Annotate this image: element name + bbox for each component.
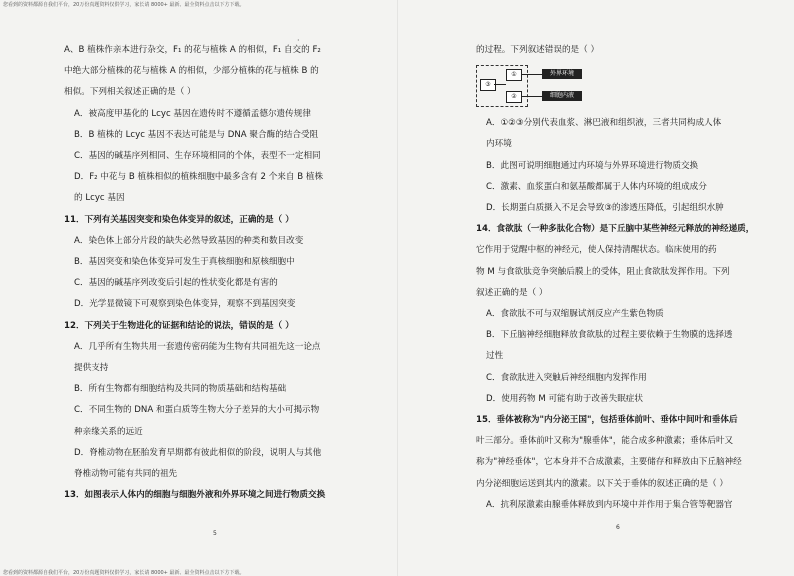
left-page-number: 5: [213, 530, 217, 537]
option-line: C．基因的碱基序列改变后引起的性状变化都是有害的: [74, 278, 278, 289]
header-watermark: 您看到的资料都源自我们平台，20万份真题资料仅供学习，家长请 8000+ 最新、最全资料点击以下方下载。: [3, 2, 245, 8]
arrow: [521, 96, 542, 97]
text-line: 的过程。下列叙述错误的是（ ）: [476, 45, 600, 55]
option-line: D．F₂ 中花与 B 植株相似的植株细胞中最多含有 2 个来自 B 植株: [74, 172, 324, 183]
option-line: A．抗利尿激素由腺垂体释放到内环境中并作用于集合管等靶器官: [486, 499, 733, 510]
option-line: B．基因突变和染色体变异可发生于真核细胞和原核细胞中: [74, 257, 295, 268]
footer-watermark: 您看到的资料都源自我们平台，20万份真题资料仅供学习，家长请 8000+ 最新、最全资料点击以下方下载。: [3, 570, 245, 576]
option-line: 提供支持: [74, 363, 109, 374]
left-page: [64, 40, 376, 506]
text-line: 称为"神经垂体"，它本身并不合成激素，主要储存和释放由下丘脑神经: [476, 457, 742, 468]
option-line: C．食欲肽进入突触后神经细胞内发挥作用: [486, 372, 647, 383]
node-3: ③: [480, 79, 496, 91]
option-line: C．激素、血浆蛋白和氨基酸都属于人体内环境的组成成分: [486, 181, 707, 192]
text-line: 叙述正确的是（ ）: [476, 287, 548, 298]
option-line: 过性: [486, 351, 504, 362]
exchange-diagram: [476, 65, 596, 111]
question-line: 12．下列关于生物进化的证据和结论的说法，错误的是（ ）: [64, 320, 294, 331]
option-line: D．光学显微镜下可观察到染色体变异，观察不到基因突变: [74, 299, 296, 310]
option-line: 脊椎动物可能有共同的祖先: [74, 469, 178, 480]
option-line: A．①②③分别代表血浆、淋巴液和组织液，三者共同构成人体: [486, 118, 722, 129]
arrow: [521, 74, 542, 75]
text-line: 相似。下列相关叙述正确的是（ ）: [64, 87, 196, 98]
option-line: 的 Lcyc 基因: [74, 193, 125, 204]
option-line: D．使用药物 M 可能有助于改善失眠症状: [486, 393, 643, 404]
option-line: A．被高度甲基化的 Lcyc 基因在遗传时不遵循孟德尔遗传规律: [74, 108, 311, 119]
right-page: [476, 40, 782, 516]
option-line: C．基因的碱基序列相同、生存环境相同的个体，表型不一定相同: [74, 151, 321, 162]
label-intracellular-fluid: 细胞内液: [542, 91, 582, 101]
option-line: A．食欲肽不可与双缩脲试剂反应产生紫色物质: [486, 309, 664, 320]
text-line: 内分泌细胞运送到其内的激素。以下关于垂体的叙述正确的是（ ）: [476, 478, 728, 489]
question-line: 15．垂体被称为"内分泌王国"，包括垂体前叶、垂体中间叶和垂体后: [476, 415, 738, 426]
binding-mark: ·: [297, 36, 300, 45]
option-line: D．脊椎动物在胚胎发育早期都有彼此相似的阶段，说明人与其他: [74, 447, 322, 458]
question-line: 14．食欲肽（一种多肽化合物）是下丘脑中某些神经元释放的神经递质，: [476, 224, 755, 235]
option-line: B．B 植株的 Lcyc 基因不表达可能是与 DNA 聚合酶的结合受阻: [74, 129, 319, 140]
arrow: [494, 84, 506, 85]
option-line: B．下丘脑神经细胞释放食欲肽的过程主要依赖于生物膜的选择透: [486, 330, 733, 341]
text-line: A、B 植株作亲本进行杂交，F₁ 的花与植株 A 的相似，F₁ 自交的 F₂: [64, 45, 321, 55]
option-line: A．几乎所有生物共用一套遗传密码能为生物有共同祖先这一论点: [74, 341, 321, 352]
option-line: B．此图可说明细胞通过内环境与外界环境进行物质交换: [486, 160, 699, 171]
text-line: 它作用于觉醒中枢的神经元，使人保持清醒状态。临床使用的药: [476, 245, 717, 256]
option-line: B．所有生物都有细胞结构及共同的物质基础和结构基础: [74, 384, 287, 395]
text-line: 中绝大部分植株的花与植株 A 的相似，少部分植株的花与植株 B 的: [64, 66, 319, 77]
node-2: ②: [506, 91, 522, 103]
option-line: A．染色体上部分片段的缺失必然导致基因的种类和数目改变: [74, 235, 304, 246]
question-line: 13．如图表示人体内的细胞与细胞外液和外界环境之间进行物质交换: [64, 490, 326, 501]
right-page-number: 6: [616, 524, 620, 531]
question-line: 11．下列有关基因突变和染色体变异的叙述，正确的是（ ）: [64, 214, 294, 225]
node-1: ①: [506, 69, 522, 81]
option-line: D．长期蛋白质摄入不足会导致③的渗透压降低，引起组织水肿: [486, 203, 724, 214]
option-line: 内环境: [486, 139, 512, 150]
option-line: C．不同生物的 DNA 和蛋白质等生物大分子差异的大小可揭示物: [74, 405, 320, 416]
option-line: 种亲缘关系的远近: [74, 426, 143, 437]
text-line: 物 M 与食欲肽竞争突触后膜上的受体，阻止食欲肽发挥作用。下列: [476, 266, 730, 277]
text-line: 叶三部分。垂体前叶又称为"腺垂体"，能合成多种激素；垂体后叶又: [476, 436, 734, 447]
label-external-environment: 外界环境: [542, 69, 582, 79]
page-fold: [397, 0, 398, 576]
